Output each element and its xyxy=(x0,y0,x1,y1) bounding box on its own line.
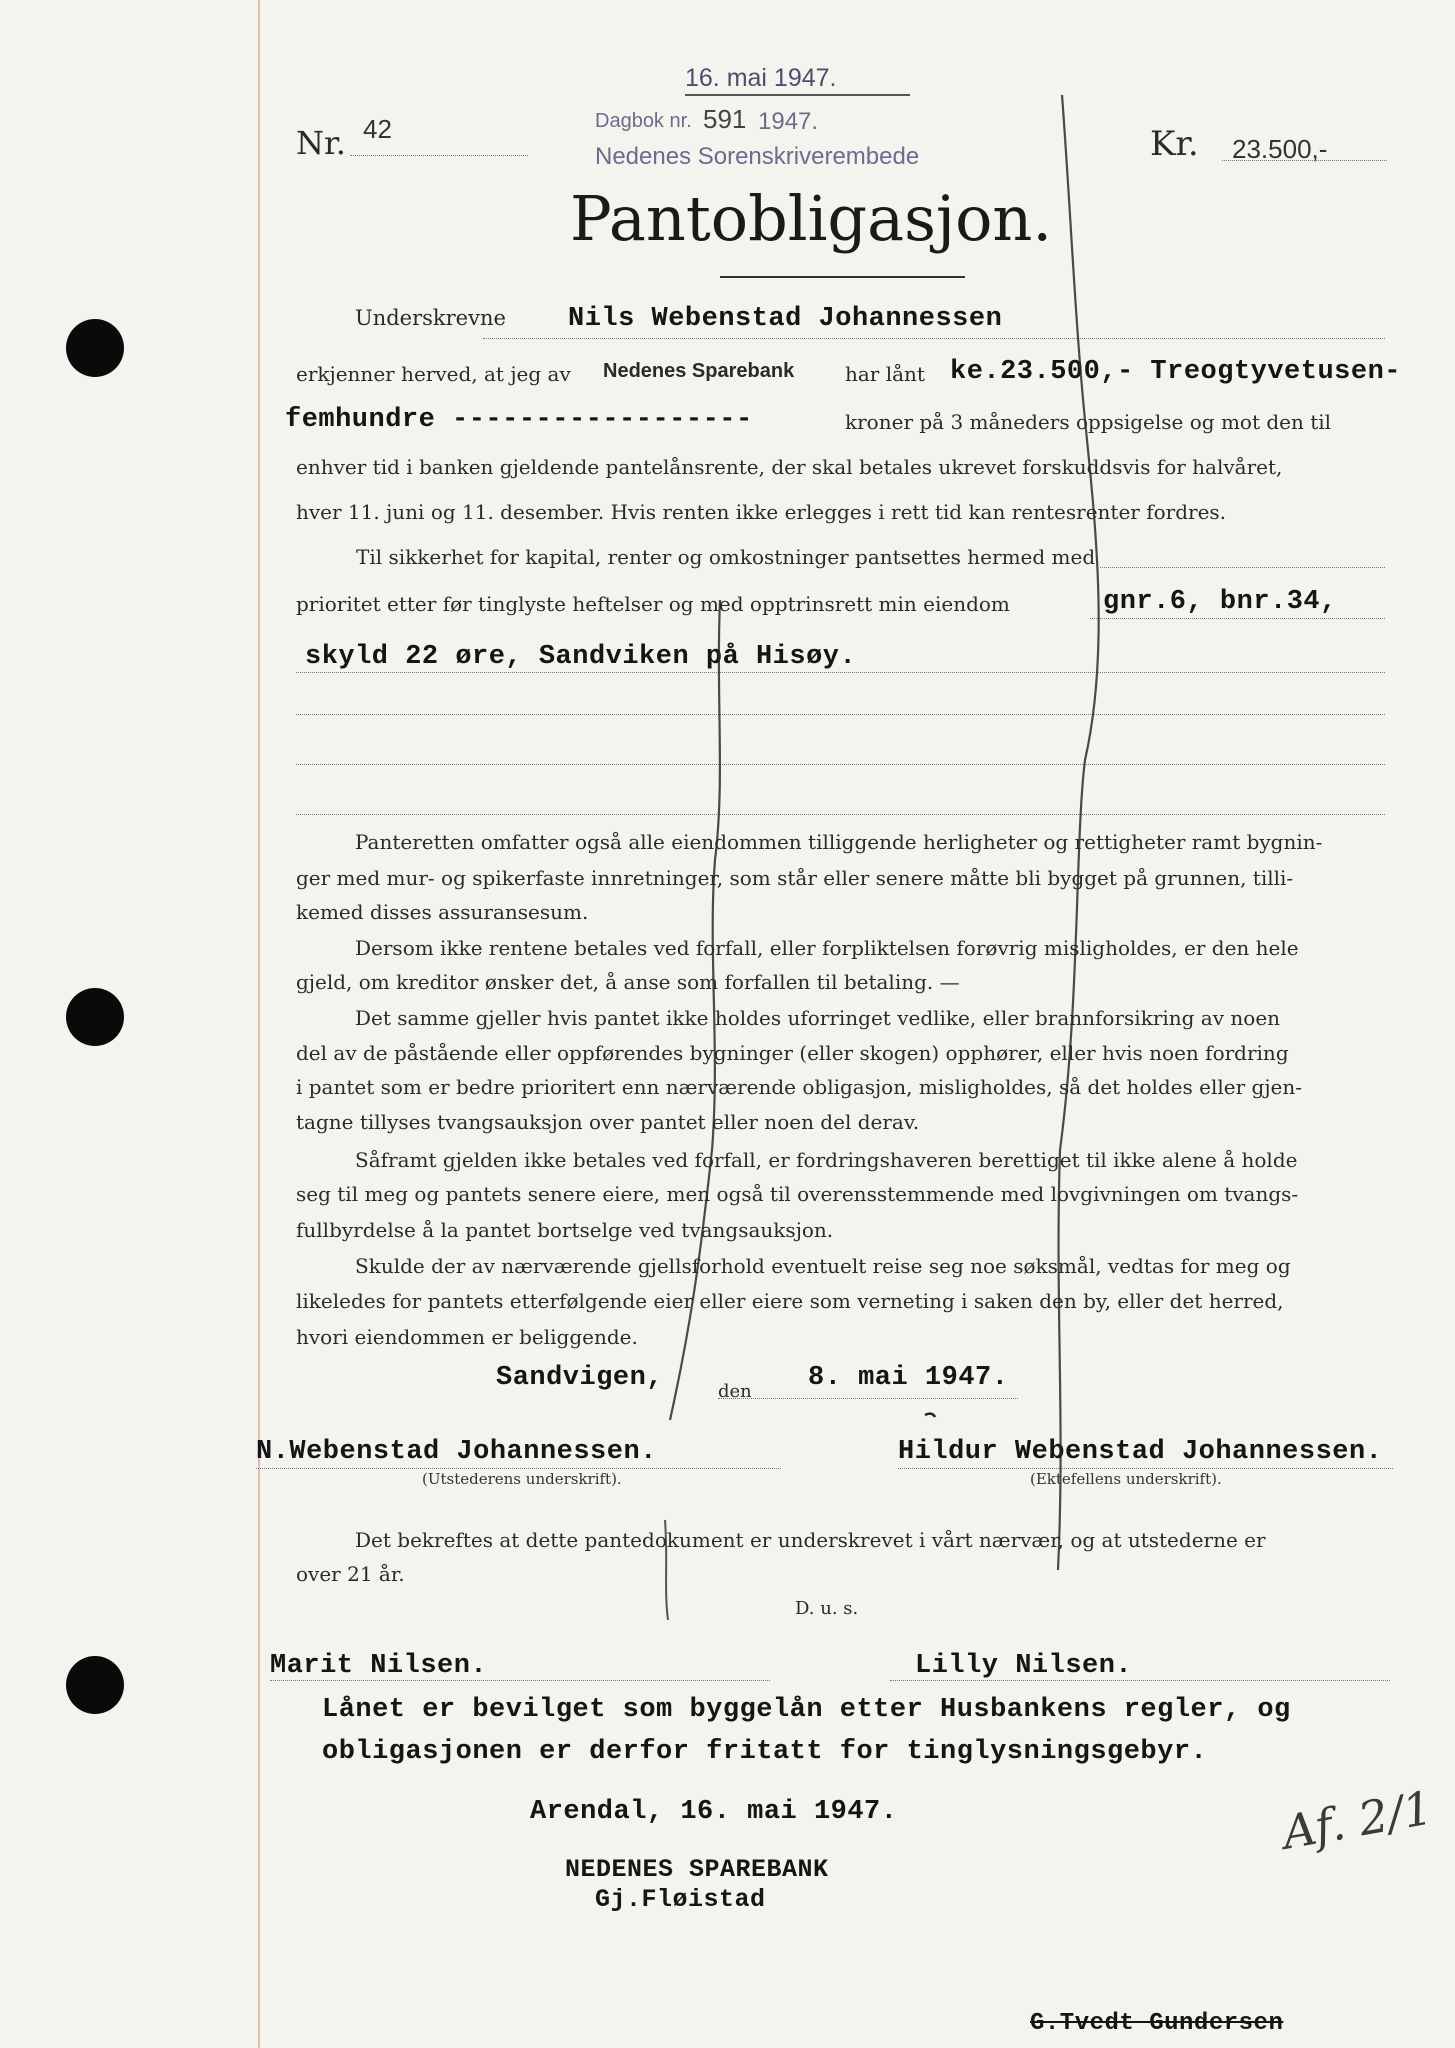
spouse-caption: (Ektefellens underskrift). xyxy=(1030,1470,1222,1488)
initials-handwritten: Af. 2/1 xyxy=(1278,1780,1437,1860)
amount-typed: femhundre ------------------ xyxy=(285,405,753,435)
dagbok-year: 1947. xyxy=(758,108,819,135)
undersigned-label: Underskrevne xyxy=(355,306,506,330)
note-line: obligasjonen er derfor fritatt for tinglysningsgebyr. xyxy=(322,1737,1208,1767)
den-label: den xyxy=(718,1381,752,1402)
issuer-signature: N.Webenstad Johannessen. xyxy=(256,1437,657,1467)
body-text: Til sikkerhet for kapital, renter og omkostninger pantsettes hermed med xyxy=(356,545,1096,569)
bank-signer: Gj.Fløistad xyxy=(595,1885,766,1914)
kr-value: 23.500,- xyxy=(1232,134,1328,164)
note-place-date: Arendal, 16. mai 1947. xyxy=(530,1797,898,1827)
kr-label: Kr. xyxy=(1150,124,1199,164)
property-text: gnr.6, bnr.34, xyxy=(1103,587,1337,617)
witness-signature: Lilly Nilsen. xyxy=(915,1651,1133,1681)
terms-line: ger med mur- og spikerfaste innretninger, som står eller senere måtte bli bygget på grunnen, tilli- xyxy=(296,866,1294,890)
bank-name-upper: NEDENES SPAREBANK xyxy=(565,1855,829,1884)
property-text: skyld 22 øre, Sandviken på Hisøy. xyxy=(305,642,857,672)
body-text: erkjenner herved, at jeg av xyxy=(296,362,571,386)
body-text: enhver tid i banken gjeldende pantelånsrente, der skal betales ukrevet forskuddsvis for halvåret, xyxy=(296,455,1283,479)
dagbok-value: 591 xyxy=(703,104,747,134)
undersigned-name: Nils Webenstad Johannessen xyxy=(568,304,1003,334)
issuer-caption: (Utstederens underskrift). xyxy=(422,1470,622,1488)
witness-text: over 21 år. xyxy=(296,1562,405,1586)
body-text: hver 11. juni og 11. desember. Hvis renten ikke erlegges i rett tid kan rentesrenter fordres. xyxy=(296,500,1227,524)
signing-date: 8. mai 1947. xyxy=(808,1363,1009,1393)
terms-line: Panteretten omfatter også alle eiendommen tilliggende herligheter og rettigheter ramt bygnin- xyxy=(355,830,1323,854)
terms-line: hvori eiendommen er beliggende. xyxy=(296,1325,638,1349)
terms-line: Dersom ikke rentene betales ved forfall, eller forpliktelsen forøvrig misligholdes, er den hele xyxy=(355,936,1299,960)
dus-label: D. u. s. xyxy=(795,1598,859,1619)
footer-name: G.Tvedt Gundersen xyxy=(1030,2010,1284,2037)
terms-line: kemed disses assuransesum. xyxy=(296,900,589,924)
terms-line: Såframt gjelden ikke betales ved forfall, er fordringshaveren berettiget til ikke alene å holde xyxy=(355,1148,1298,1172)
body-text: prioritet etter før tinglyste heftelser og med opptrinsrett min eiendom xyxy=(296,592,1010,616)
date-stamp: 16. mai 1947. xyxy=(685,64,837,92)
witness-signature: Marit Nilsen. xyxy=(270,1651,488,1681)
terms-line: gjeld, om kreditor ønsker det, å anse som forfallen til betaling. — xyxy=(296,970,960,994)
nr-label: Nr. xyxy=(296,124,346,162)
office-stamp: Nedenes Sorenskriverembede xyxy=(595,143,920,170)
dagbok-label: Dagbok nr. xyxy=(595,110,692,132)
terms-line: seg til meg og pantets senere eiere, men også til overensstemmende med lovgivningen om tvangs- xyxy=(296,1182,1299,1206)
body-text: kroner på 3 måneders oppsigelse og mot den til xyxy=(845,410,1332,434)
terms-line: i pantet som er bedre prioritert enn nærværende obligasjon, misligholdes, så det holdes eller gjen- xyxy=(296,1075,1302,1099)
document-title: Pantobligasjon. xyxy=(570,182,1053,255)
spouse-signature: Hildur Webenstad Johannessen. xyxy=(898,1437,1383,1467)
nr-value: 42 xyxy=(363,114,392,144)
terms-line: likeledes for pantets etterfølgende eier eller eiere som verneting i saken den by, eller det herred, xyxy=(296,1289,1284,1313)
terms-line: del av de påstående eller oppførendes bygninger (eller skogen) opphører, eller hvis noen fordring xyxy=(296,1041,1289,1065)
note-line: Lånet er bevilget som byggelån etter Husbankens regler, og xyxy=(322,1695,1291,1725)
terms-line: fullbyrdelse å la pantet bortselge ved tvangsauksjon. xyxy=(296,1218,834,1242)
terms-line: Det samme gjeller hvis pantet ikke holdes uforringet vedlike, eller brannforsikring av noen xyxy=(355,1006,1281,1030)
signing-place: Sandvigen, xyxy=(496,1363,664,1393)
bank-name: Nedenes Sparebank xyxy=(603,360,795,382)
terms-line: tagne tillyses tvangsauksjon over pantet eller noen del derav. xyxy=(296,1110,920,1134)
terms-line: Skulde der av nærværende gjellsforhold eventuelt reise seg noe søksmål, vedtas for meg og xyxy=(355,1254,1291,1278)
amount-typed: ke.23.500,- Treogtyvetusen- xyxy=(950,357,1401,387)
witness-text: Det bekreftes at dette pantedokument er underskrevet i vårt nærvær, og at utstederne er xyxy=(355,1528,1266,1552)
body-text: har lånt xyxy=(845,362,925,386)
